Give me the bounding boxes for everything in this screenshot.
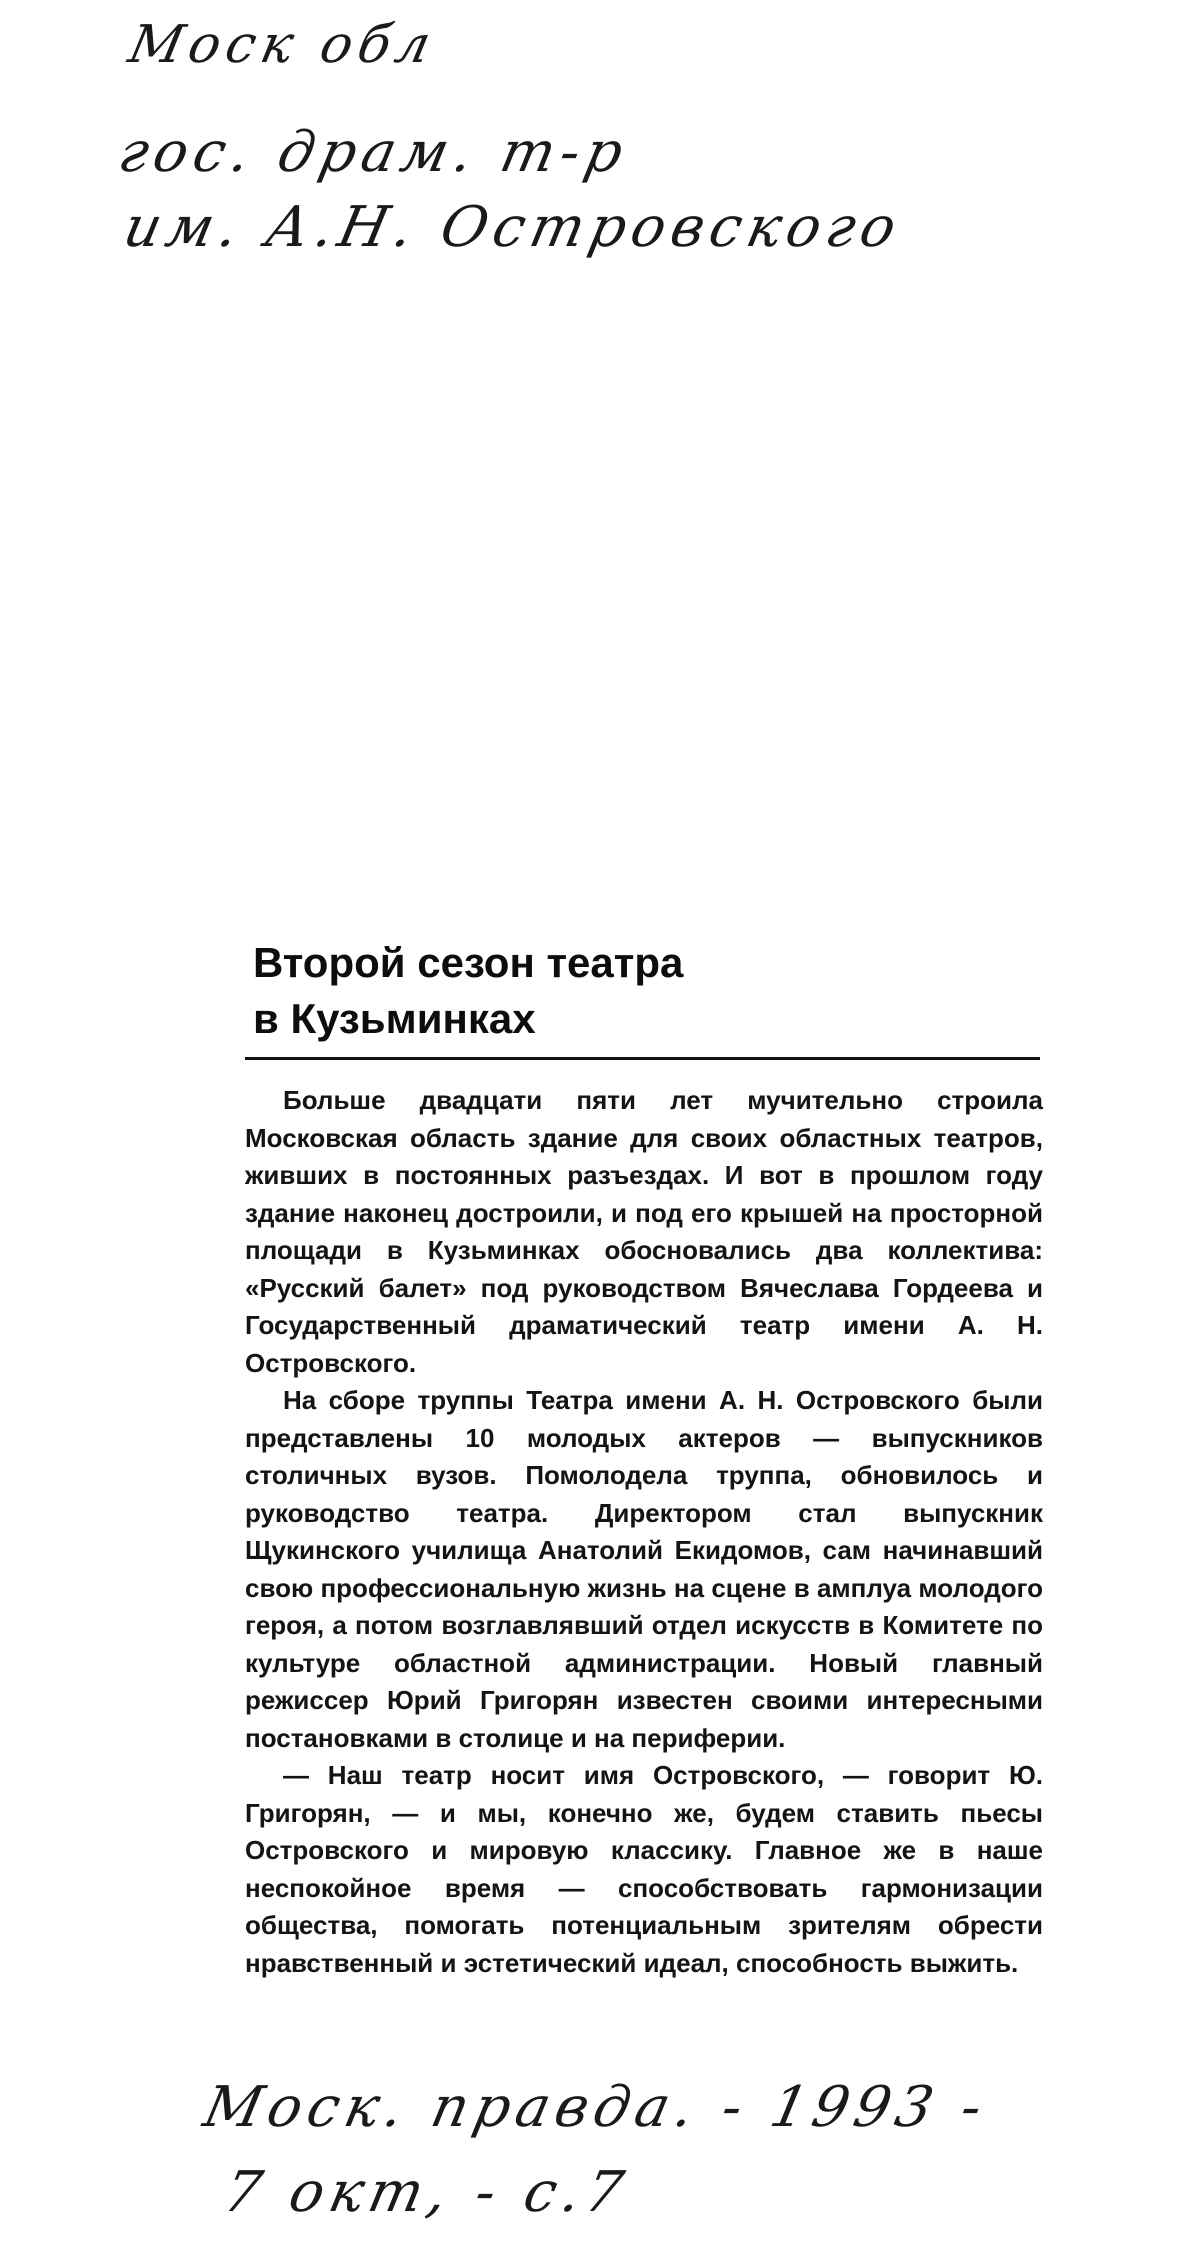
article-body: [245, 1082, 1043, 1982]
headline-line-2: в Кузьминках: [253, 995, 536, 1042]
article-headline: [253, 935, 1055, 1047]
article-paragraph: На сборе труппы Театра имени А. Н. Островского были представлены 10 молодых актеров — выпускников столичных вузов. Помолодела труппа, обновилось и руководство театра. Директором стал выпускник Щукинского училища Анатолий Екидомов, сам начинавший свою профессиональную жизнь на сцене в амплуа молодого героя, а потом возглавлявший отдел искусств в Комитете по культуре областной администрации. Новый главный режиссер Юрий Григорян известен своими интересными постановками в столице и на периферии.: [245, 1385, 1043, 1753]
handwritten-note-theatre: гос. драм. т-р: [113, 120, 635, 185]
newspaper-clipping: [245, 935, 1055, 1982]
article-paragraph: — Наш театр носит имя Островского, — говорит Ю. Григорян, — и мы, конечно же, будем ставить пьесы Островского и мировую классику. Главное же в наше неспокойное время — способствовать гармонизации общества, помогать потенциальным зрителям обрести нравственный и эстетический идеал, способность выжить.: [245, 1760, 1043, 1978]
article-paragraph: Больше двадцати пяти лет мучительно строила Московская область здание для своих областных театров, живших в постоянных разъездах. И вот в прошлом году здание наконец достроили, и под его крышей на просторной площади в Кузьминках обосновались два коллектива: «Русский балет» под руководством Вячеслава Гордеева и Государственный драматический театр имени А. Н. Островского.: [245, 1085, 1043, 1378]
handwritten-note-name: им. А.Н. Островского: [118, 195, 908, 260]
headline-divider: [245, 1057, 1040, 1060]
headline-line-1: Второй сезон театра: [253, 939, 684, 986]
handwritten-source-note: Моск. правда. - 1993 -: [198, 2075, 994, 2140]
handwritten-date-note: 7 окт, - с.7: [218, 2160, 635, 2225]
handwritten-note-region: Моск обл: [123, 15, 442, 75]
